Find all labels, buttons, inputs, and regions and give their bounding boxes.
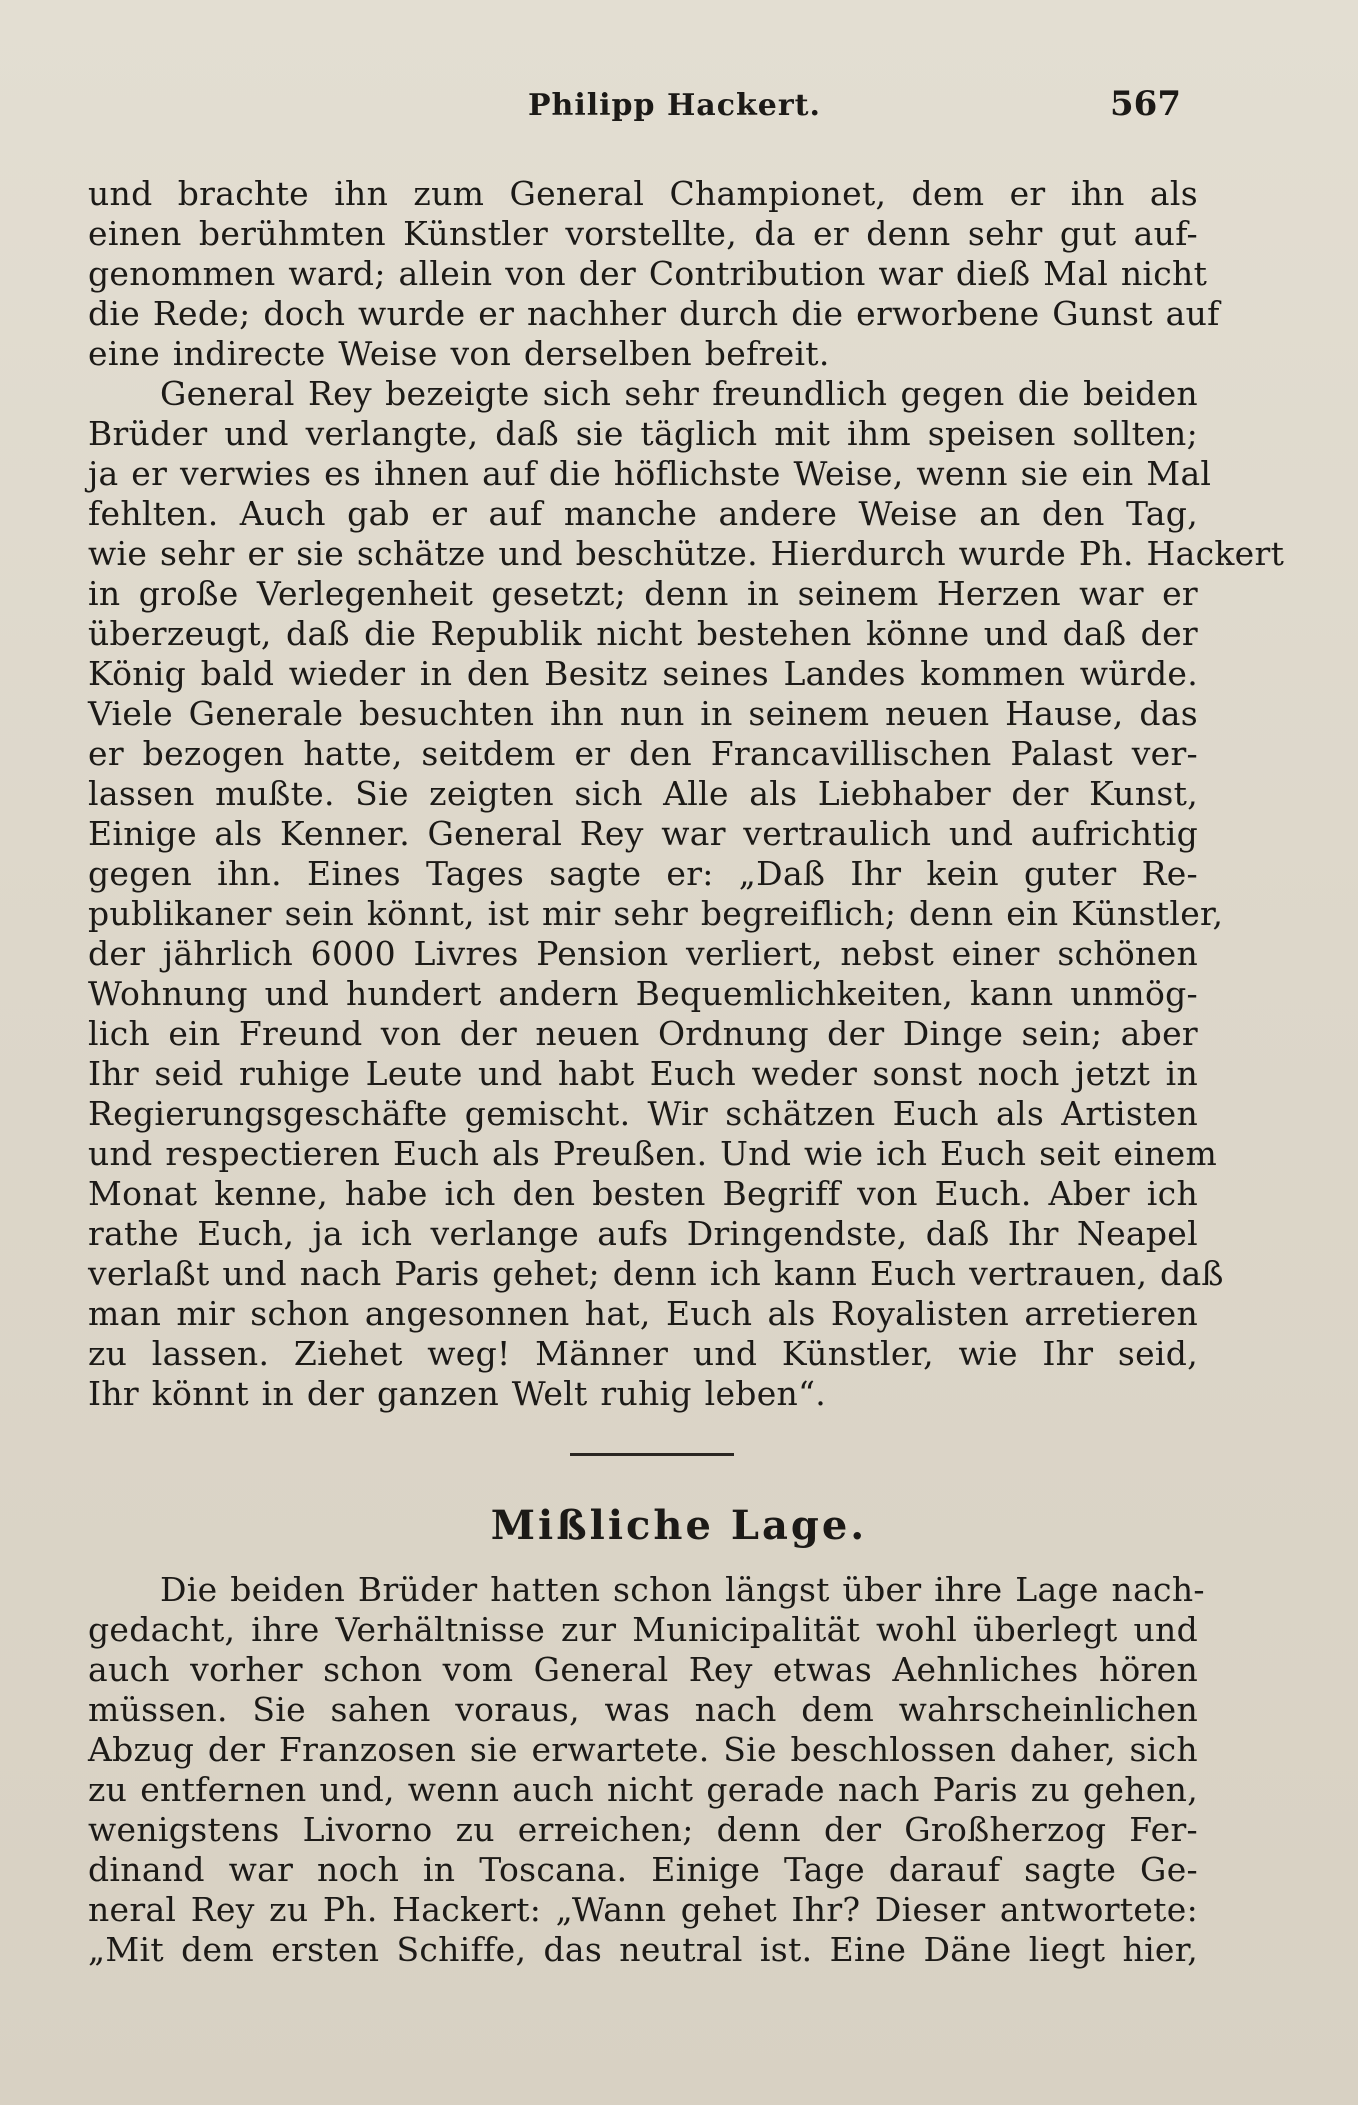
text-line: Wohnung und hundert andern Bequemlichkeiten, kann unmög- <box>88 974 1198 1013</box>
text-line: Die beiden Brüder hatten schon längst über ihre Lage nach- <box>160 1570 1205 1609</box>
text-line: General Rey bezeigte sich sehr freundlich gegen die beiden <box>160 374 1198 413</box>
running-head <box>0 84 1358 132</box>
text-line: gedacht, ihre Verhältnisse zur Municipalität wohl überlegt und <box>88 1610 1198 1649</box>
text-line: wenigstens Livorno zu erreichen; denn der Großherzog Fer- <box>88 1810 1198 1849</box>
text-line: überzeugt, daß die Republik nicht bestehen könne und daß der <box>88 614 1198 653</box>
text-line: Regierungsgeschäfte gemischt. Wir schätzen Euch als Artisten <box>88 1094 1198 1133</box>
text-line: verlaßt und nach Paris gehet; denn ich kann Euch vertrauen, daß <box>88 1254 1224 1293</box>
text-line: Brüder und verlangte, daß sie täglich mit ihm speisen sollten; <box>88 414 1198 453</box>
text-line: müssen. Sie sahen voraus, was nach dem wahrscheinlichen <box>88 1690 1198 1729</box>
text-line: Ihr seid ruhige Leute und habt Euch weder sonst noch jetzt in <box>88 1054 1198 1093</box>
text-line: zu lassen. Ziehet weg! Männer und Künstler, wie Ihr seid, <box>88 1334 1198 1373</box>
text-line: einen berühmten Künstler vorstellte, da er denn sehr gut auf- <box>88 214 1198 253</box>
text-line: Monat kenne, habe ich den besten Begriff von Euch. Aber ich <box>88 1174 1198 1213</box>
text-line: auch vorher schon vom General Rey etwas Aehnliches hören <box>88 1650 1198 1689</box>
text-line: man mir schon angesonnen hat, Euch als Royalisten arretieren <box>88 1294 1198 1333</box>
text-line: in große Verlegenheit gesetzt; denn in seinem Herzen war er <box>88 574 1198 613</box>
text-line: gegen ihn. Eines Tages sagte er: „Daß Ihr kein guter Re- <box>88 854 1198 893</box>
section-divider <box>570 1453 734 1456</box>
text-line: genommen ward; allein von der Contribution war dieß Mal nicht <box>88 254 1208 293</box>
text-line: eine indirecte Weise von derselben befreit. <box>88 334 830 373</box>
text-line: „Mit dem ersten Schiffe, das neutral ist. Eine Däne liegt hier, <box>88 1930 1198 1969</box>
text-line: König bald wieder in den Besitz seines Landes kommen würde. <box>88 654 1198 693</box>
text-line: wie sehr er sie schätze und beschütze. Hierdurch wurde Ph. Hackert <box>88 534 1285 573</box>
paragraph-1 <box>88 174 1220 374</box>
text-line: ja er verwies es ihnen auf die höflichste Weise, wenn sie ein Mal <box>88 454 1212 493</box>
text-line: er bezogen hatte, seitdem er den Francavillischen Palast ver- <box>88 734 1198 773</box>
text-line: Viele Generale besuchten ihn nun in seinem neuen Hause, das <box>88 694 1198 733</box>
text-line: rathe Euch, ja ich verlange aufs Dringendste, daß Ihr Neapel <box>88 1214 1198 1253</box>
running-title: Philipp Hackert. <box>528 88 821 123</box>
text-line: Einige als Kenner. General Rey war vertraulich und aufrichtig <box>88 814 1198 853</box>
text-line: zu entfernen und, wenn auch nicht gerade nach Paris zu gehen, <box>88 1770 1198 1809</box>
text-line: Abzug der Franzosen sie erwartete. Sie beschlossen daher, sich <box>88 1730 1198 1769</box>
text-line: lich ein Freund von der neuen Ordnung der Dinge sein; aber <box>88 1014 1198 1053</box>
paragraph-2 <box>88 374 1285 1414</box>
page-number: 567 <box>1110 84 1181 124</box>
section-heading: Mißliche Lage. <box>490 1502 868 1549</box>
text-line: lassen mußte. Sie zeigten sich Alle als Liebhaber der Kunst, <box>88 774 1198 813</box>
text-line: fehlten. Auch gab er auf manche andere Weise an den Tag, <box>88 494 1198 533</box>
text-line: der jährlich 6000 Livres Pension verliert, nebst einer schönen <box>88 934 1198 973</box>
paragraph-3 <box>88 1570 1205 1970</box>
text-line: und respectieren Euch als Preußen. Und wie ich Euch seit einem <box>88 1134 1218 1173</box>
text-line: und brachte ihn zum General Championet, dem er ihn als <box>88 174 1198 213</box>
text-line: Ihr könnt in der ganzen Welt ruhig leben“. <box>88 1374 827 1413</box>
text-line: die Rede; doch wurde er nachher durch die erworbene Gunst auf <box>88 294 1220 333</box>
text-line: publikaner sein könnt, ist mir sehr begreiflich; denn ein Künstler, <box>88 894 1224 933</box>
text-line: neral Rey zu Ph. Hackert: „Wann gehet Ihr? Dieser antwortete: <box>88 1890 1198 1929</box>
text-line: dinand war noch in Toscana. Einige Tage darauf sagte Ge- <box>88 1850 1198 1889</box>
